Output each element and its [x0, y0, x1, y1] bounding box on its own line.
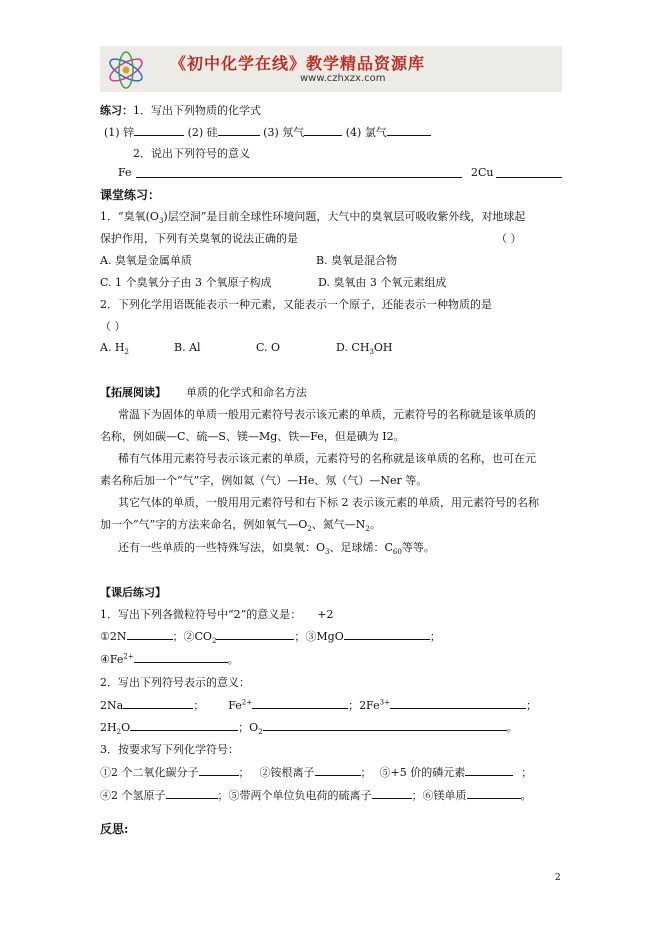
separator: ；	[348, 699, 360, 712]
class-q1-line2: 保护作用，下列有关臭氧的说法正确的是	[100, 232, 298, 245]
separator: ；	[238, 721, 250, 734]
separator: ；	[217, 789, 229, 802]
option-d: D. 臭氧由 3 个氧元素组成	[318, 276, 447, 289]
class-q1-line1	[100, 208, 525, 224]
after-q2-row2	[100, 719, 518, 735]
subscript: 2	[307, 525, 312, 534]
answer-blank[interactable]	[387, 125, 431, 136]
after-q3-item-1: ①2 个二氧化碳分子	[100, 766, 199, 779]
answer-blank[interactable]	[134, 652, 228, 663]
period: 。	[227, 653, 239, 666]
after-q3-row1	[100, 764, 532, 780]
extended-p2-line1: 稀有气体用元素符号表示该元素的单质，元素符号的名称就是该单质的名称，也可在元	[118, 452, 536, 465]
after-q3-item-5: ⑤带两个单位负电荷的硫离子	[228, 789, 372, 802]
practice-item-2: (2) 硅	[187, 126, 218, 139]
after-q1-item-2: ②CO	[183, 630, 212, 643]
extended-p4-text-a: 还有一些单质的一些特殊写法，如臭氧：O	[118, 541, 326, 554]
separator: ；	[429, 630, 441, 643]
answer-blank[interactable]	[199, 765, 239, 776]
after-q2-item-1: 2Na	[100, 699, 124, 712]
practice-item-4: (4) 氯气	[345, 126, 387, 139]
answer-blank[interactable]	[130, 720, 238, 731]
subscript: 2	[211, 637, 217, 646]
after-q2-item-4: 2H	[100, 721, 117, 734]
answer-blank[interactable]	[372, 788, 412, 799]
after-q3-item-4: ④2 个氢原子	[100, 789, 166, 802]
period: 。	[506, 721, 518, 734]
practice-sym-2cu: 2Cu	[471, 166, 494, 179]
period: 。	[520, 789, 532, 802]
option-a: A. 臭氧是金属单质	[100, 254, 192, 267]
answer-blank[interactable]	[496, 167, 562, 178]
extended-p4	[118, 539, 435, 555]
option-b: B. 臭氧是混合物	[316, 254, 398, 267]
q2-option-c: C. O	[256, 341, 281, 354]
extended-heading: 【拓展阅读】	[100, 386, 166, 399]
after-q2-row1	[100, 697, 537, 713]
after-q1-text: 1．写出下列各微粒符号中“2”的意义是：	[100, 608, 302, 621]
separator: ；	[525, 699, 537, 712]
page-number: 2	[555, 873, 561, 883]
after-q3-item-2: ②铵根离子	[259, 766, 315, 779]
q2-option-d-text-a: D. CH	[336, 341, 370, 354]
answer-blank[interactable]	[252, 698, 348, 709]
class-q1-text-a: 1．“臭氧(O	[100, 210, 159, 223]
atom-logo-icon	[104, 48, 148, 92]
extended-p2-line2: 素名称后加一个“气”字，例如氦（气）—He、氖（气）—Ner 等。	[100, 474, 428, 487]
answer-blank[interactable]	[127, 629, 173, 640]
separator: ；	[238, 766, 250, 779]
superscript: 2+	[241, 698, 253, 707]
extended-heading-line	[100, 384, 307, 400]
after-q2-item-2: Fe	[228, 699, 242, 712]
class-q1-text-b: )层空洞”是目前全球性环境问题，大气中的臭氧层可吸收紫外线，对地球起	[163, 210, 526, 223]
subscript: 2	[116, 728, 122, 737]
practice-heading: 练习：	[100, 104, 133, 117]
plus2-label: +2	[317, 608, 334, 621]
answer-blank[interactable]	[216, 629, 294, 640]
practice-q1: 1．写出下列物质的化学式	[133, 104, 261, 117]
answer-bracket[interactable]: （ ）	[496, 232, 522, 245]
answer-blank[interactable]	[218, 125, 260, 136]
subscript: 2	[365, 525, 370, 534]
after-q2-item-3: 2Fe	[359, 699, 380, 712]
separator: ；	[521, 766, 533, 779]
practice-item-1: (1) 锌	[104, 126, 135, 139]
answer-blank[interactable]	[315, 765, 361, 776]
after-q3-item-6: ⑥镁单质	[422, 789, 467, 802]
separator: ；	[193, 699, 205, 712]
q2-option-a	[100, 341, 129, 357]
after-q3-item-3: ⑤+5 价的磷元素	[379, 766, 466, 779]
answer-blank[interactable]	[304, 125, 342, 136]
extended-p3-text-b: 、氮气—N	[311, 518, 366, 531]
header-url: www.czhxzx.com	[300, 73, 386, 84]
answer-blank[interactable]	[467, 788, 521, 799]
after-q2-item-4-b: O	[121, 721, 131, 734]
after-q1-items-row2	[100, 651, 239, 667]
extended-p1-line2: 名称，例如碳—C、硫—S、镁—Mg、铁—Fe，但是碘为 I2。	[100, 430, 405, 443]
after-q2-text: 2．写出下列符号表示的意义：	[100, 676, 250, 689]
practice-q2: 2．说出下列符号的意义	[133, 147, 250, 160]
answer-bracket[interactable]: （ ）	[100, 320, 126, 333]
extended-p4-text-b: 、足球烯：C	[329, 541, 393, 554]
extended-p1-line1: 常温下为固体的单质一般用元素符号表示该元素的单质，元素符号的名称就是该单质的	[118, 408, 536, 421]
superscript: 3+	[379, 698, 390, 707]
answer-blank[interactable]	[263, 720, 507, 731]
practice-items	[104, 124, 431, 140]
extended-p3-line2	[100, 516, 381, 532]
practice-item-3: (3) 氖气	[263, 126, 305, 139]
separator: ；	[172, 630, 184, 643]
practice-q1-line	[100, 102, 261, 118]
q2-option-d	[336, 341, 393, 357]
subscript: 3	[325, 548, 330, 557]
q2-option-d-text-b: OH	[373, 341, 393, 354]
after-q1-item-4: ④Fe	[100, 653, 124, 666]
answer-blank[interactable]	[344, 629, 430, 640]
subscript: 60	[392, 548, 402, 557]
extended-p4-text-c: 等等。	[401, 541, 435, 554]
after-q2-item-5: O	[249, 721, 259, 734]
answer-blank[interactable]	[465, 765, 513, 776]
superscript: 2+	[123, 652, 134, 661]
after-q3-row2	[100, 787, 532, 803]
after-q1-line	[100, 606, 333, 622]
answer-blank[interactable]	[136, 167, 462, 178]
answer-blank[interactable]	[390, 698, 526, 709]
practice-sym-fe: Fe	[118, 166, 132, 179]
after-q3-text: 3．按要求写下列化学符号：	[100, 743, 239, 756]
separator: ；	[360, 766, 372, 779]
subscript: 2	[124, 348, 129, 357]
answer-blank[interactable]	[134, 125, 184, 136]
extended-p3-text-c: 。	[369, 518, 381, 531]
answer-blank[interactable]	[166, 788, 218, 799]
reflection-heading: 反思:	[100, 822, 129, 836]
header-title: 《初中化学在线》教学精品资源库	[170, 54, 426, 73]
answer-blank[interactable]	[123, 698, 193, 709]
subscript: 3	[158, 217, 164, 226]
after-q1-item-1: ①2N	[100, 630, 127, 643]
class-q2-line1: 2．下列化学用语既能表示一种元素，又能表示一个原子，还能表示一种物质的是	[100, 298, 492, 311]
subscript: 2	[258, 728, 263, 737]
q2-option-b: B. Al	[174, 341, 201, 354]
extended-p3-line1: 其它气体的单质，一般用用元素符号和右下标 2 表示该元素的单质，用元素符号的名称	[118, 496, 539, 509]
after-q1-items-row1	[100, 628, 441, 644]
option-c: C. 1 个臭氧分子由 3 个氧原子构成	[100, 276, 272, 289]
separator: ；	[294, 630, 306, 643]
q2-option-a-text: A. H	[100, 341, 125, 354]
extended-subtitle: 单质的化学式和命名方法	[186, 386, 307, 399]
separator: ；	[411, 789, 423, 802]
extended-p3-text-a: 加一个“气”字的方法来命名，例如氧气—O	[100, 518, 308, 531]
after-class-heading: 【课后练习】	[100, 586, 166, 599]
class-practice-heading: 课堂练习：	[100, 188, 161, 202]
after-q1-item-3: ③MgO	[305, 630, 344, 643]
subscript: 3	[369, 348, 374, 357]
